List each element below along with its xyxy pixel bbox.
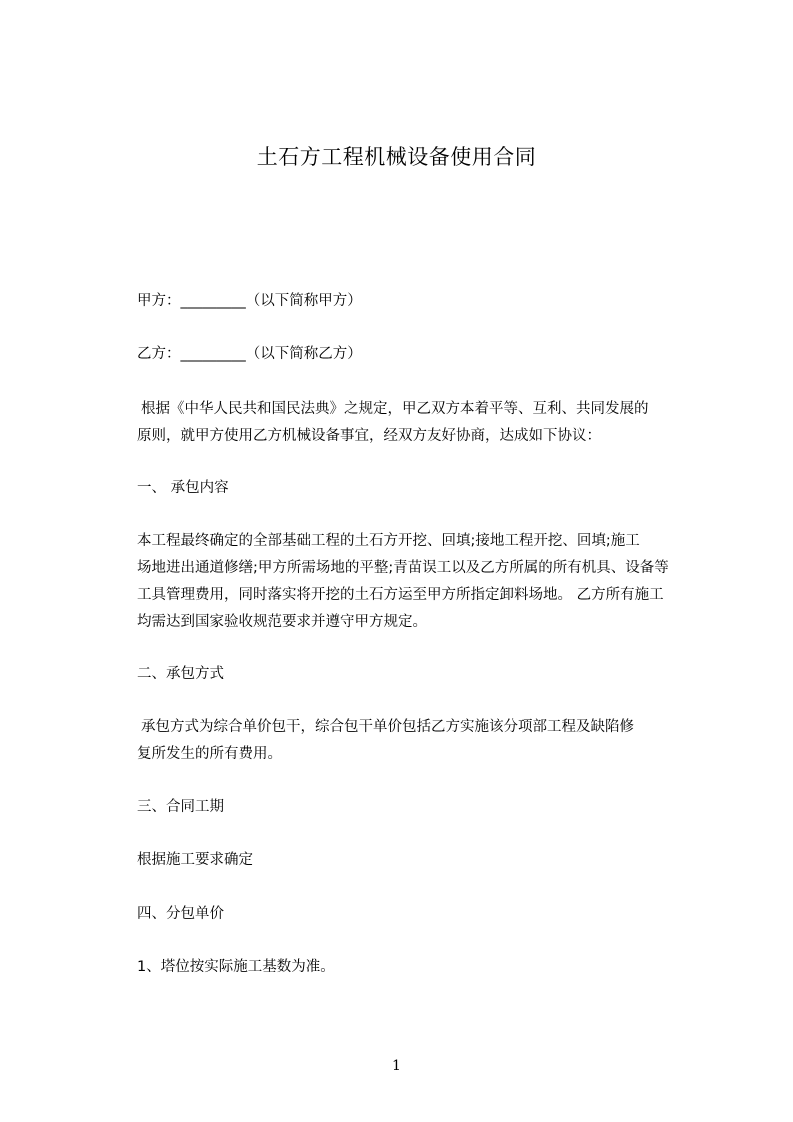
- section-1-heading: 一、 承包内容: [137, 480, 229, 496]
- section-4-heading: 四、分包单价: [137, 906, 224, 922]
- section-1-body: [137, 528, 701, 636]
- preamble-paragraph: [137, 396, 701, 450]
- preamble-line-2: 原则，就甲方使用乙方机械设备事宜，经双方友好协商，达成如下协议：: [137, 428, 601, 444]
- party-a-line: 甲方：_________（以下简称甲方）: [137, 293, 362, 309]
- section-2-heading: 二、承包方式: [137, 666, 224, 682]
- section-2-body: [137, 714, 701, 768]
- document-title: 土石方工程机械设备使用合同: [256, 145, 537, 169]
- page-number: 1: [392, 1058, 401, 1074]
- preamble-line-1: 根据《中华人民共和国民法典》之规定，甲乙双方本着平等、互利、共同发展的: [141, 401, 649, 417]
- section-1-line-4: 均需达到国家验收规范要求并遵守甲方规定。: [137, 614, 427, 630]
- section-3-body: 根据施工要求确定: [137, 852, 253, 868]
- party-b-line: 乙方：_________（以下简称乙方）: [137, 346, 362, 362]
- section-1-line-1: 本工程最终确定的全部基础工程的土石方开挖、回填;接地工程开挖、回填;施工: [137, 533, 640, 549]
- section-4-item-1: 1、塔位按实际施工基数为准。: [137, 959, 335, 975]
- section-3-heading: 三、合同工期: [137, 799, 224, 815]
- section-2-line-2: 复所发生的所有费用。: [137, 746, 282, 762]
- section-2-line-1: 承包方式为综合单价包干，综合包干单价包括乙方实施该分项部工程及缺陷修: [141, 719, 634, 735]
- section-1-line-2: 场地进出通道修缮;甲方所需场地的平整;青苗误工以及乙方所属的所有机具、设备等: [137, 560, 669, 576]
- section-1-line-3: 工具管理费用，同时落实将开挖的土石方运至甲方所指定卸料场地。 乙方所有施工: [137, 587, 664, 603]
